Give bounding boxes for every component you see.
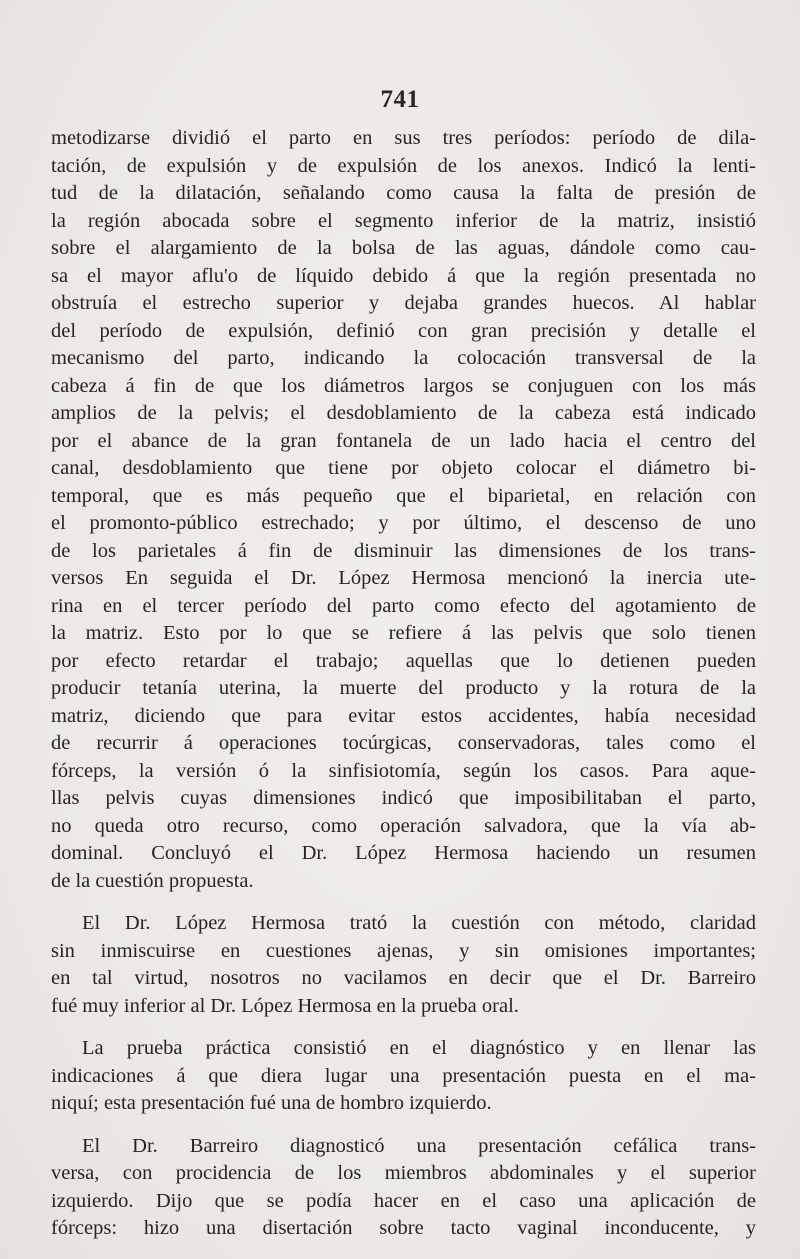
text-line: amplios de la pelvis; el desdoblamiento de la cabeza está indicado [51, 402, 756, 424]
text-line: del período de expulsión, definió con gran precisión y detalle el [51, 319, 756, 342]
text-line: tud de la dilatación, señalando como causa la falta de presión de [51, 182, 756, 204]
page-number: 741 [380, 86, 420, 113]
text-line: la región abocada sobre el segmento inferior de la matriz, insistió [51, 209, 756, 232]
text-line: sobre el alargamiento de la bolsa de las aguas, dándole como cau- [51, 237, 756, 259]
text-line: temporal, que es más pequeño que el biparietal, en relación con [51, 484, 756, 507]
text-line: El Dr. López Hermosa trató la cuestión con método, claridad [82, 912, 756, 934]
text-line: indicaciones á que diera lugar una presentación puesta en el ma- [51, 1064, 756, 1087]
text-line: versa, con procidencia de los miembros abdominales y el superior [51, 1162, 756, 1184]
paragraph [51, 125, 756, 895]
paragraph-gap [51, 1020, 756, 1035]
text-line: llas pelvis cuyas dimensiones indicó que imposibilitaban el parto, [51, 787, 756, 809]
text-line: El Dr. Barreiro diagnosticó una presentación cefálica trans- [82, 1134, 756, 1157]
text-line: la matriz. Esto por lo que se refiere á las pelvis que solo tienen [51, 622, 756, 644]
page-text [51, 125, 756, 1243]
text-line: de recurrir á operaciones tocúrgicas, conservadoras, tales como el [51, 732, 756, 754]
text-line: rina en el tercer período del parto como efecto del agotamiento de [51, 594, 756, 617]
text-line: el promonto-público estrechado; y por último, el descenso de uno [51, 512, 756, 534]
text-line: sa el mayor aflu'o de líquido debido á que la región presentada no [51, 264, 756, 287]
text-line: mecanismo del parto, indicando la colocación transversal de la [51, 347, 756, 369]
text-line: dominal. Concluyó el Dr. López Hermosa haciendo un resumen [51, 842, 756, 864]
text-line: matriz, diciendo que para evitar estos accidentes, había necesidad [51, 704, 756, 727]
text-line: no queda otro recurso, como operación salvadora, que la vía ab- [51, 814, 756, 837]
text-line: sin inmiscuirse en cuestiones ajenas, y sin omisiones importantes; [51, 939, 756, 962]
text-line: obstruía el estrecho superior y dejaba grandes huecos. Al hablar [51, 292, 756, 314]
text-line: por efecto retardar el trabajo; aquellas que lo detienen pueden [51, 649, 756, 672]
text-line: de la cuestión propuesta. [51, 869, 254, 892]
paragraph [51, 910, 756, 1020]
text-line: de los parietales á fin de disminuir las dimensiones de los trans- [51, 539, 756, 562]
text-line: cabeza á fin de que los diámetros largos se conjuguen con los más [51, 374, 756, 397]
text-line: en tal virtud, nosotros no vacilamos en decir que el Dr. Barreiro [51, 967, 756, 989]
paragraph [51, 1035, 756, 1118]
paragraph-gap [51, 895, 756, 910]
text-line: tación, de expulsión y de expulsión de los anexos. Indicó la lenti- [51, 154, 756, 177]
text-line: fórceps: hizo una disertación sobre tacto vaginal inconducente, y [51, 1217, 756, 1239]
text-line: versos En seguida el Dr. López Hermosa mencionó la inercia ute- [51, 567, 756, 589]
paragraph [51, 1133, 756, 1243]
text-line: por el abance de la gran fontanela de un lado hacia el centro del [51, 429, 756, 452]
text-line: fué muy inferior al Dr. López Hermosa en la prueba oral. [51, 994, 519, 1017]
text-line: canal, desdoblamiento que tiene por objeto colocar el diámetro bi- [51, 457, 756, 479]
paragraph-gap [51, 1118, 756, 1133]
text-line: La prueba práctica consistió en el diagnóstico y en llenar las [82, 1037, 756, 1059]
text-line: niquí; esta presentación fué una de hombro izquierdo. [51, 1092, 492, 1114]
text-line: fórceps, la versión ó la sinfisiotomía, según los casos. Para aque- [51, 759, 756, 782]
text-line: izquierdo. Dijo que se podía hacer en el caso una aplicación de [51, 1189, 756, 1212]
text-line: producir tetanía uterina, la muerte del producto y la rotura de la [51, 677, 756, 699]
text-line: metodizarse dividió el parto en sus tres períodos: período de dila- [51, 127, 756, 149]
